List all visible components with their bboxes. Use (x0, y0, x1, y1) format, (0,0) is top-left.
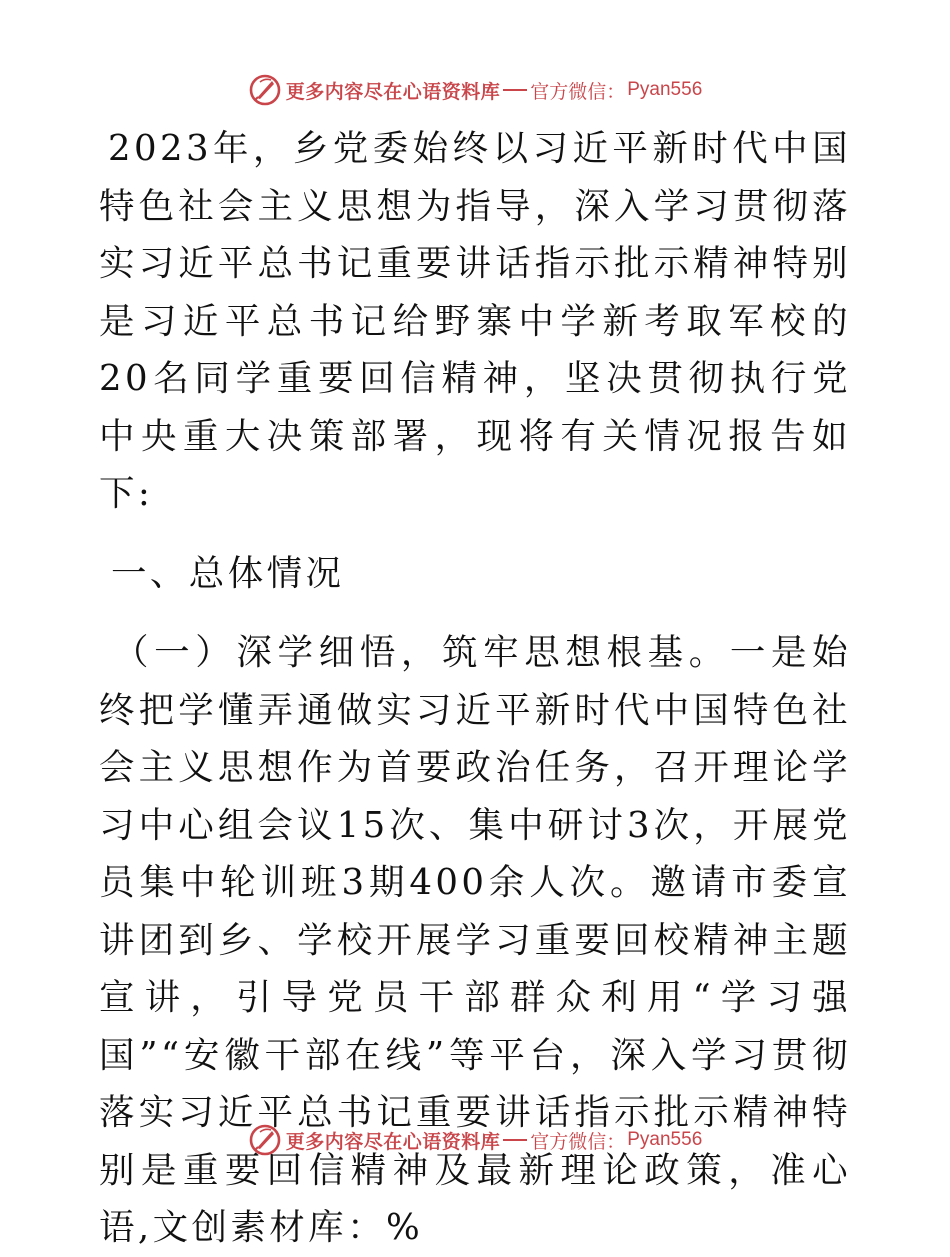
watermark-brand-text: 更多内容尽在心语资料库 (285, 1130, 501, 1153)
watermark-brand-text: 更多内容尽在心语资料库 (285, 80, 501, 103)
watermark-wechat-handle: Pyan556 (627, 79, 703, 100)
footer-watermark (0, 1120, 950, 1160)
section1-paragraph: （一）深学细悟，筑牢思想根基。一是始终把学懂弄通做实习近平新时代中国特色社会主义思想作为首要政治任务，召开理论学习中心组会议15次、集中研讨3次，开展党员集中轮训班3期400余人次。邀请市委宣讲团到乡、学校开展学习重要回校精神主题宣讲，引导党员干部群众利用“学习强国”“安徽干部在线”等平台，深入学习贯彻落实习近平总书记重要讲话指示批示精神特别是重要回信精神及最新理论政策，准心语,文创素材库：% (99, 632, 851, 1248)
document-body (99, 120, 851, 1257)
watermark-wechat-label: 官方微信： (530, 1130, 626, 1153)
section-heading: 一、总体情况 (111, 552, 345, 594)
intro-paragraph: 2023年，乡党委始终以习近平新时代中国特色社会主义思想为指导，深入学习贯彻落实习近平总书记重要讲话指示批示精神特别是习近平总书记给野寨中学新考取军校的20名同学重要回信精神，坚决贯彻执行党中央重大决策部署，现将有关情况报告如下: (99, 128, 851, 514)
watermark-dash (503, 1139, 527, 1141)
watermark-wechat-handle: Pyan556 (627, 1129, 703, 1150)
header-watermark (0, 70, 950, 110)
quill-logo-icon (248, 1123, 282, 1157)
quill-logo-icon (248, 73, 282, 107)
watermark-dash (503, 89, 527, 91)
watermark-wechat-label: 官方微信： (530, 80, 626, 103)
